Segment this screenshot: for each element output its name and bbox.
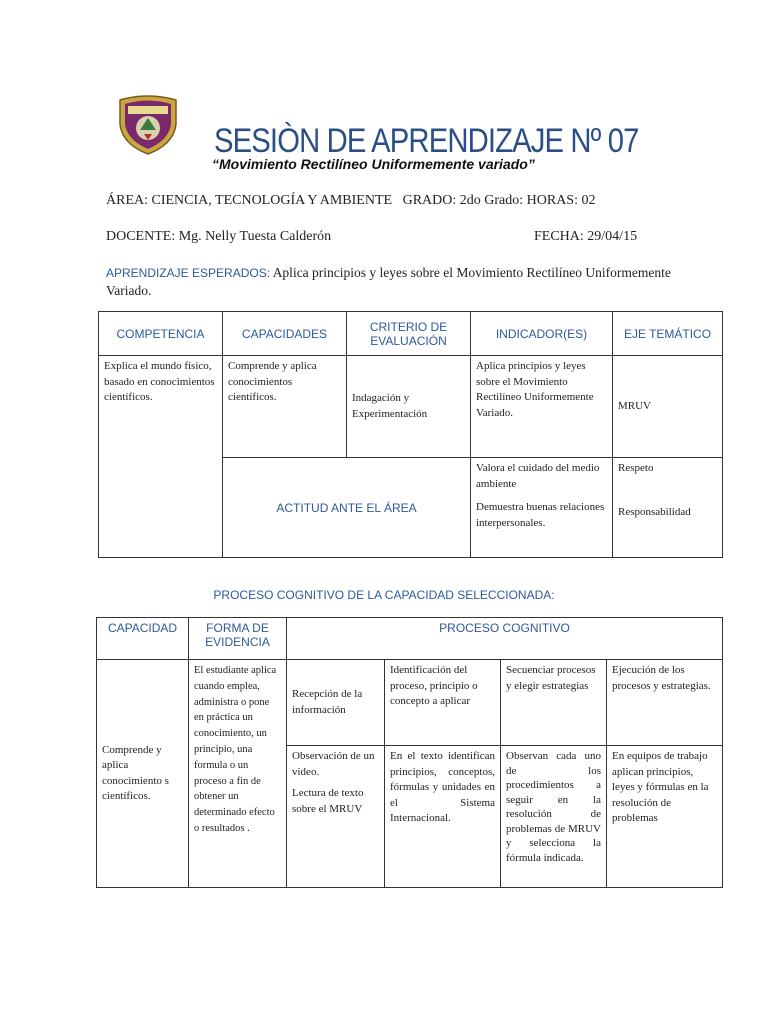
docente-line bbox=[106, 228, 331, 246]
header-indicadores: INDICADOR(ES) bbox=[471, 312, 613, 356]
header-criterio: CRITERIO DE EVALUACIÓN bbox=[347, 312, 471, 356]
actividad-2-cell: En el texto identifican principios, conceptos, fórmulas y unidades en el Sistema Internacional. bbox=[385, 746, 501, 888]
area-value: CIENCIA, TECNOLOGÍA Y AMBIENTE bbox=[151, 193, 393, 208]
school-crest-logo bbox=[114, 94, 182, 156]
proceso-4-cell: Ejecución de los procesos y estrategias. bbox=[607, 660, 723, 746]
horas-value: 02 bbox=[581, 193, 596, 208]
header-eje-tematico: EJE TEMÁTICO bbox=[613, 312, 723, 356]
actividad-4-cell: En equipos de trabajo aplican principios, leyes y fórmulas en la resolución de problemas bbox=[607, 746, 723, 888]
actitud-label-cell: ACTITUD ANTE EL ÁREA bbox=[223, 458, 471, 558]
actitud-indicador-1: Valora el cuidado del medio ambiente bbox=[476, 462, 600, 490]
proceso-2-cell: Identificación del proceso, principio o concepto a aplicar bbox=[385, 660, 501, 746]
docente-value: Mg. Nelly Tuesta Calderón bbox=[178, 229, 332, 244]
grado-label: GRADO: bbox=[402, 193, 457, 208]
aprendizaje-value: Aplica principios y leyes sobre el Movimiento Rectilíneo Uniformemente Variado. bbox=[106, 265, 671, 298]
fecha-value: 29/04/15 bbox=[587, 229, 638, 244]
actividad-1-cell bbox=[287, 746, 385, 888]
actividad-3-cell: Observan cada uno de los procedimientos a seguir en la resolución de problemas de MRUV y selecciona la fórmula indicada. bbox=[501, 746, 607, 888]
header-capacidad: CAPACIDAD bbox=[97, 618, 189, 660]
header-proceso-cognitivo: PROCESO COGNITIVO bbox=[287, 618, 723, 660]
actitud-eje-cell bbox=[613, 458, 723, 558]
grado-value: 2do Grado: bbox=[459, 193, 524, 208]
indicador-cell: Aplica principios y leyes sobre el Movimiento Rectilíneo Uniformemente Variado. bbox=[471, 356, 613, 458]
evidencia-cell: El estudiante aplica cuando emplea, administra o pone en práctica un conocimiento, un principio, una formula o un proceso a fin de obtener un determinado efecto o resultados . bbox=[189, 660, 287, 888]
proceso-cognitivo-table bbox=[96, 617, 723, 888]
aprendizaje-label: APRENDIZAJE ESPERADOS: bbox=[106, 266, 271, 280]
capacidades-cell: Comprende y aplica conocimientos científicos. bbox=[223, 356, 347, 458]
header-capacidades: CAPACIDADES bbox=[223, 312, 347, 356]
competencias-table bbox=[98, 311, 723, 558]
actividad-1-line1: Observación de un video. bbox=[292, 750, 375, 778]
proceso-section-title: PROCESO COGNITIVO DE LA CAPACIDAD SELECCIONADA: bbox=[213, 588, 555, 602]
eje-cell: MRUV bbox=[613, 356, 723, 458]
aprendizaje-esperados bbox=[106, 264, 706, 300]
docente-label: DOCENTE: bbox=[106, 229, 176, 244]
header-forma-evidencia: FORMA DE EVIDENCIA bbox=[189, 618, 287, 660]
fecha-line bbox=[534, 228, 637, 246]
header-competencia: COMPETENCIA bbox=[99, 312, 223, 356]
actividad-1-line2: Lectura de texto sobre el MRUV bbox=[292, 787, 364, 815]
actitud-indicador-2: Demuestra buenas relaciones interpersonales. bbox=[476, 501, 605, 529]
eje-respeto: Respeto bbox=[618, 462, 654, 474]
page-title: SESIÒN DE APRENDIZAJE Nº 07 bbox=[214, 122, 639, 160]
fecha-label: FECHA: bbox=[534, 229, 584, 244]
area-line bbox=[106, 192, 596, 210]
competencia-cell: Explica el mundo físico, basado en conocimientos científicos. bbox=[99, 356, 223, 558]
eje-responsabilidad: Responsabilidad bbox=[618, 505, 691, 518]
page-subtitle: “Movimiento Rectilíneo Uniformemente variado” bbox=[212, 156, 535, 172]
horas-label: HORAS: bbox=[526, 193, 578, 208]
capacidad-cell: Comprende y aplica conocimiento s científicos. bbox=[97, 660, 189, 888]
area-label: ÁREA: bbox=[106, 193, 148, 208]
proceso-3-cell: Secuenciar procesos y elegir estrategias bbox=[501, 660, 607, 746]
proceso-1-cell: Recepción de la información bbox=[287, 660, 385, 746]
criterio-cell: Indagación y Experimentación bbox=[347, 356, 471, 458]
actitud-indicadores-cell bbox=[471, 458, 613, 558]
